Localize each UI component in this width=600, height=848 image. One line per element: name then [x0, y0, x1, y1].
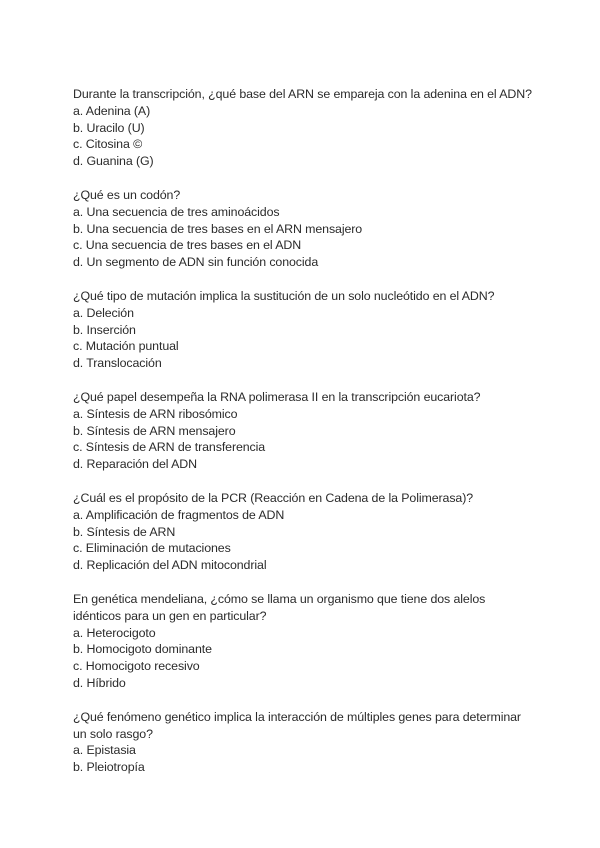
document-page: [73, 86, 543, 793]
options-list: [73, 625, 543, 692]
option-d: d. Reparación del ADN: [73, 457, 197, 472]
option-a: a. Epistasia: [73, 743, 136, 758]
question-text: ¿Cuál es el propósito de la PCR (Reacción en Cadena de la Polimerasa)?: [73, 490, 474, 505]
option-c: c. Una secuencia de tres bases en el ADN: [73, 238, 302, 253]
question-6: [73, 591, 543, 692]
question-3: [73, 288, 543, 372]
question-2: [73, 187, 543, 271]
question-4: [73, 389, 543, 473]
option-c: c. Mutación puntual: [73, 339, 179, 354]
option-c: c. Síntesis de ARN de transferencia: [73, 440, 266, 455]
options-list: [73, 305, 543, 372]
option-c: c. Eliminación de mutaciones: [73, 541, 231, 556]
option-b: b. Síntesis de ARN: [73, 524, 176, 539]
options-list: [73, 507, 543, 574]
option-a: a. Síntesis de ARN ribosómico: [73, 406, 238, 421]
option-d: d. Un segmento de ADN sin función conocida: [73, 255, 319, 270]
option-b: b. Uracilo (U): [73, 120, 145, 135]
option-b: b. Inserción: [73, 322, 136, 337]
option-b: b. Síntesis de ARN mensajero: [73, 423, 236, 438]
option-a: a. Deleción: [73, 305, 134, 320]
question-text-line-1: ¿Qué fenómeno genético implica la interacción de múltiples genes para determinar: [73, 709, 521, 724]
option-b: b. Pleiotropía: [73, 760, 145, 775]
question-7: [73, 709, 543, 776]
options-list: [73, 204, 543, 271]
option-c: c. Homocigoto recesivo: [73, 659, 200, 674]
question-text: ¿Qué tipo de mutación implica la sustitución de un solo nucleótido en el ADN?: [73, 288, 495, 303]
question-text: ¿Qué es un codón?: [73, 187, 181, 202]
question-1: [73, 86, 543, 170]
option-d: d. Replicación del ADN mitocondrial: [73, 558, 267, 573]
question-text: ¿Qué papel desempeña la RNA polimerasa II en la transcripción eucariota?: [73, 389, 481, 404]
option-b: b. Homocigoto dominante: [73, 642, 212, 657]
question-text-line-2: un solo rasgo?: [73, 726, 153, 741]
option-c: c. Citosina ©: [73, 137, 143, 152]
option-a: a. Adenina (A): [73, 103, 151, 118]
options-list: [73, 103, 543, 170]
option-a: a. Heterocigoto: [73, 625, 156, 640]
option-d: d. Guanina (G): [73, 154, 154, 169]
question-5: [73, 490, 543, 574]
option-a: a. Una secuencia de tres aminoácidos: [73, 204, 280, 219]
options-list: [73, 742, 543, 776]
option-d: d. Translocación: [73, 356, 162, 371]
option-d: d. Híbrido: [73, 675, 126, 690]
question-text: Durante la transcripción, ¿qué base del ARN se empareja con la adenina en el ADN?: [73, 87, 532, 101]
options-list: [73, 406, 543, 473]
option-b: b. Una secuencia de tres bases en el ARN mensajero: [73, 221, 363, 236]
question-text-line-1: En genética mendeliana, ¿cómo se llama un organismo que tiene dos alelos: [73, 591, 486, 606]
option-a: a. Amplificación de fragmentos de ADN: [73, 507, 285, 522]
question-text-line-2: idénticos para un gen en particular?: [73, 608, 267, 623]
